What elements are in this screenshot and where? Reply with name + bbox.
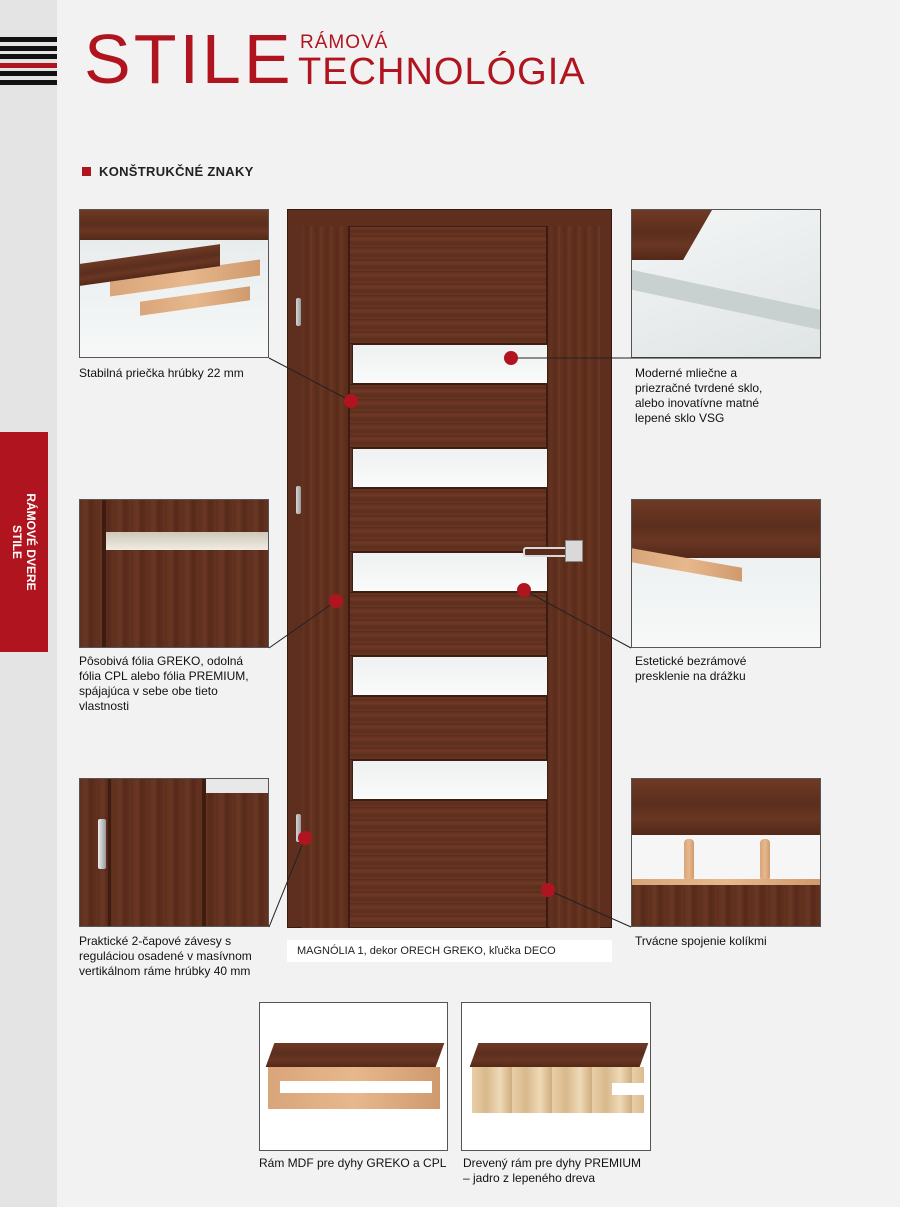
photo-partition [79, 209, 269, 358]
hinge-icon [296, 298, 301, 326]
door-glass-pane [352, 760, 548, 800]
photo-frame-wood [461, 1002, 651, 1151]
photo-hinges [79, 778, 269, 927]
caption-frame-mdf: Rám MDF pre dyhy GREKO a CPL [259, 1156, 447, 1170]
callout-dot-glass [504, 351, 518, 365]
side-tab-text [10, 493, 38, 590]
door-left-stile [302, 226, 348, 928]
caption-dowels: Trvácne spojenie kolíkmi [635, 934, 767, 948]
door-leaf [348, 226, 548, 928]
caption-frame-wood-line2: – jadro z lepeného dreva [463, 1171, 596, 1185]
photo-frame-mdf [259, 1002, 448, 1151]
door-handle-icon [523, 547, 571, 557]
section-heading [82, 164, 254, 179]
page-title: STILE [84, 20, 294, 98]
door-glass-pane [352, 656, 548, 696]
callout-dot-hinges [298, 831, 312, 845]
photo-glass [631, 209, 821, 358]
header-stripes-logo [0, 37, 57, 88]
door-glass-pane [352, 448, 548, 488]
door-handle-rose [565, 540, 583, 562]
side-tab-line2: STILE [10, 524, 24, 560]
caption-hinges: Praktické 2-čapové závesy s reguláciou osadené v masívnom vertikálnom ráme hrúbky 40 mm [79, 934, 252, 978]
caption-glass: Moderné mliečne a priezračné tvrdené sklo, alebo inovatívne matné lepené sklo VSG [635, 366, 763, 425]
section-heading-text: KONŠTRUKČNÉ ZNAKY [99, 164, 254, 179]
caption-foil: Pôsobivá fólia GREKO, odolná fólia CPL alebo fólia PREMIUM, spájajúca v sebe obe tieto vlastnosti [79, 654, 249, 713]
callout-dot-partition [344, 394, 358, 408]
hinge-icon [296, 486, 301, 514]
side-tab [0, 432, 48, 652]
hinge-icon [98, 819, 106, 869]
caption-frame-wood [463, 1156, 653, 1186]
page-subtitle-small: RÁMOVÁ [300, 32, 389, 53]
callout-dot-glazing [517, 583, 531, 597]
photo-foil [79, 499, 269, 648]
door-right-stile [550, 226, 600, 928]
door-caption: MAGNÓLIA 1, dekor ORECH GREKO, kľučka DECO [287, 940, 612, 962]
door-image [287, 209, 612, 928]
caption-partition: Stabilná priečka hrúbky 22 mm [79, 366, 244, 380]
page-subtitle: TECHNOLÓGIA [298, 51, 586, 93]
caption-frame-wood-line1: Drevený rám pre dyhy PREMIUM [463, 1156, 642, 1170]
door-glass-pane [352, 344, 548, 384]
side-tab-line1: RÁMOVÉ DVERE [24, 493, 38, 591]
square-bullet-icon [82, 167, 91, 176]
photo-dowels [631, 778, 821, 927]
callout-dot-foil [329, 594, 343, 608]
photo-glazing [631, 499, 821, 648]
callout-dot-dowels [541, 883, 555, 897]
caption-glazing: Estetické bezrámové presklenie na drážku [635, 654, 747, 683]
